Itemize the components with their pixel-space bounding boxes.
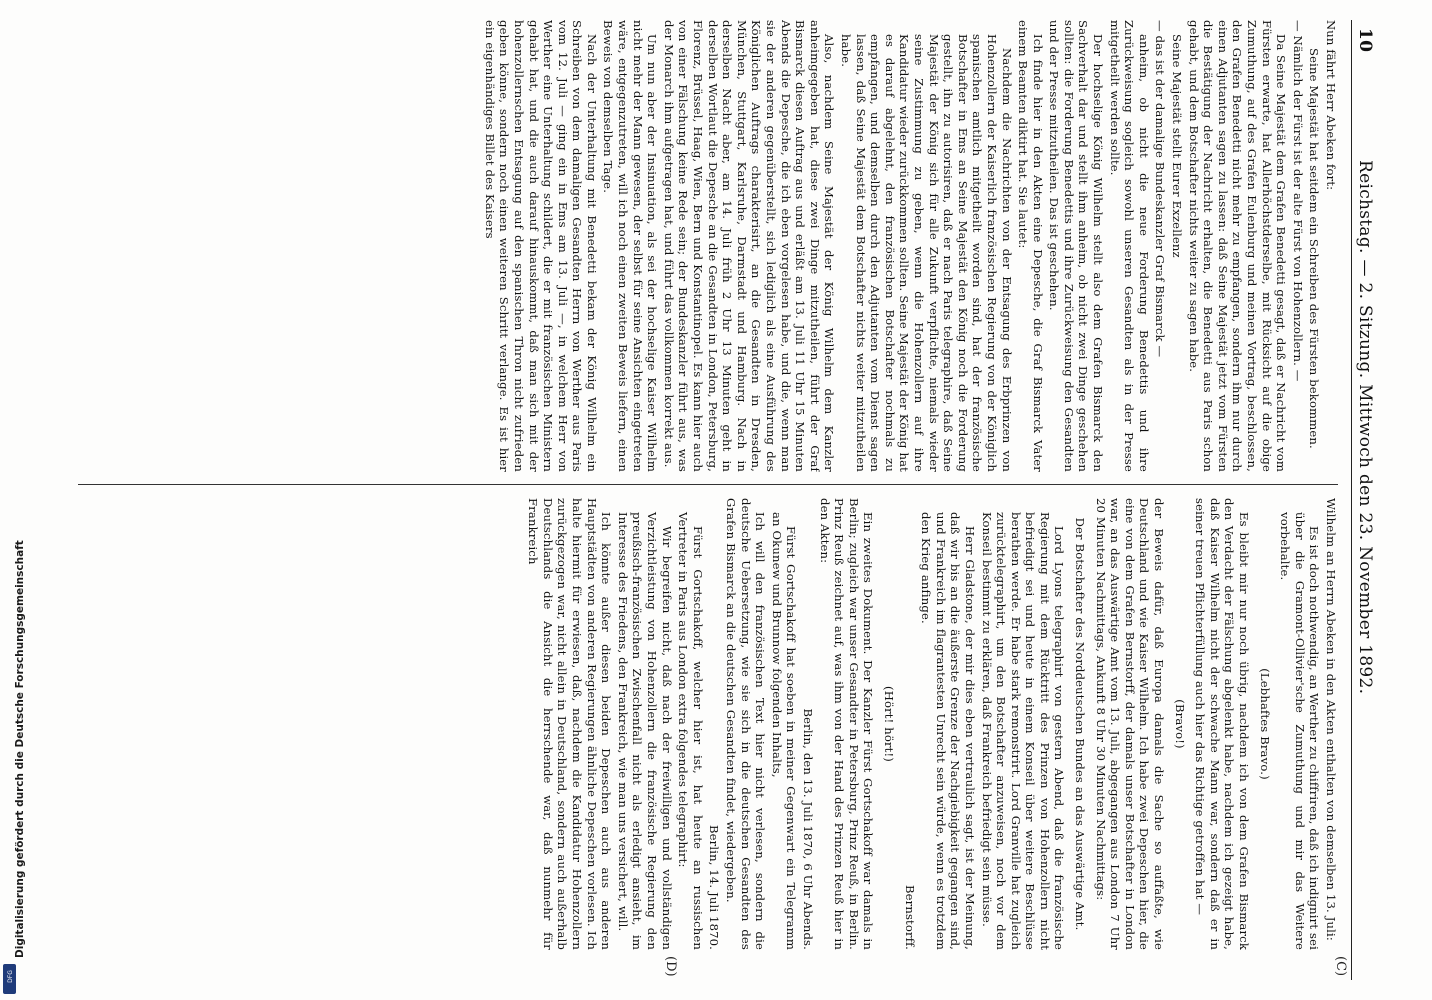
paragraph: Der Botschafter des Norddeutschen Bundes an das Auswärtige Amt. — [1073, 517, 1088, 931]
digitization-footer — [0, 0, 26, 1000]
margin-mark-c: (C) — [1333, 956, 1348, 977]
paragraph: Berlin, den 13. Juli 1870, 6 Uhr Abends. — [801, 708, 815, 950]
paragraph: Da Seine Majestät dem Grafen Benedetti gesagt, daß er Nachricht vom Fürsten erwarte, hat Allerhöchstderselbe, mit Rücksicht auf die obige Zumuthung, auf des Grafen Eulenburg und meinen Vortrag, beschlossen, den Grafen Benedetti nicht mehr zu empfangen, sondern ihm nur durch einen Adjutanten sagen zu lassen: daß Seine Majestät jetzt vom Fürsten die Bestätigung der Nachricht erhalten, die Benedetti aus Paris schon gehabt, und dem Botschafter nichts weiter zu sagen habe. — [1186, 20, 1289, 472]
running-title: Reichstag. — 2. Sitzung. Mittwoch den 23. November 1892. — [1355, 160, 1375, 695]
paragraph: Berlin, 14. Juli 1870. — [707, 824, 722, 950]
paragraph: Seine Majestät stellt Eurer Exzellenz — [1170, 34, 1185, 258]
paragraph: Ich finde hier in den Akten eine Depesche, die Graf Bismarck Vater einem Beamten diktirt hat. Sie lautet: — [1016, 20, 1045, 472]
page-number: 10 — [1355, 28, 1375, 53]
paragraph: Es bleibt mir nur noch übrig, nachdem ich von dem Grafen Bismarck den Verdacht der Fälschung abgelenkt habe, nachdem ich gezeigt habe, daß Kaiser Wilhelm nicht der schwache Mann war, sondern daß er in seiner treuen Pflichterfüllung auch hier das Richtige getroffen hat — — [1193, 498, 1252, 950]
paragraph: — das ist der damalige Bundeskanzler Graf Bismarck — — [1153, 20, 1168, 358]
paragraph: Wir begreifen nicht, daß nach der freiwilligen und vollständigen Verzichtleistung von Hohenzollern die französische Regierung den preußisch-französischen Zwischenfall nicht als erledigt ansieht, im Interesse des Friedens, den Frankreich, wie man uns versichert, will. — [615, 512, 674, 950]
paragraph: Herr Gladstone, der mir dies eben vertraulich sagt, ist der Meinung, daß wir bis an die äußerste Grenze der Nachgiebigkeit gegangen sind, und Frankreich im flagrantesten Unrecht sein würde, wenn es trotzdem den Krieg anfinge. — [919, 512, 977, 950]
paragraph: Der hochselige König Wilhelm stellt also dem Grafen Bismarck den Sachverhalt dar und stellt ihm anheim, ob nicht zwei Dinge geschehen sollten: die Forderung Benedettis und ihre Zurückweisung den Gesandten und der Presse mitzutheilen. Das ist geschehen. — [1047, 20, 1106, 472]
dfg-logo-icon: DFG — [3, 964, 16, 994]
paragraph: Also, nachdem Seine Majestät der König Wilhelm dem Kanzler anheimgegeben hat, diese zwei Dinge mitzutheilen, führt der Graf Bismarck diesen Auftrag aus und erläßt am 13. Juli 11 Uhr 15 Minuten Abends die Depesche, die ich eben vorgelesen habe, und die, wenn man sie der anderen gegenüberstellt, sich lediglich als eine Ausführung des Königlichen Auftrags charakterisirt, an die Gesandten in Dresden, München, Stuttgart, Karlsruhe, Darmstadt und Hamburg. Nach in derselben Nacht aber, am 14. Juli früh 2 Uhr 13 Minuten geht in derselben Wortlaut die Depesche an die Gesandten in London, Petersburg, Florenz, Brüssel, Haag, Wien, Bern und Konstantinopel. Es kann hier auch von einer Fälschung keine Rede sein; der Bundeskanzler führt aus, was der Monarch ihm aufgetragen hat, und führt das vollkommen korrekt aus. — [661, 20, 837, 472]
paragraph: Um nun aber der Insinuation, als sei der hochselige Kaiser Wilhelm nicht mehr der Mann gewesen, der selbst für seine Ansichten eingetreten wäre, entgegenzutreten, will ich noch einen zweiten Beweis liefern, einen Beweis von demselben Tage. — [601, 20, 660, 472]
paragraph: Nun fährt Herr Abeken fort: — [1324, 20, 1338, 191]
margin-mark-d: (D) — [663, 956, 678, 977]
paragraph: Nachdem die Nachrichten von der Entsagung des Erbprinzen von Hohenzollern der Kaiserlich französischen Regierung von der Königlich spanischen amtlich mitgetheilt worden sind, hat der französische Botschafter in Ems an Seine Majestät den König noch die Forderung gestellt, ihn zu autorisiren, daß er nach Paris telegraphire, daß Seine Majestät der König sich für alle Zukunft verpflichte, niemals wieder seine Zustimmung zu geben, wenn die Hohenzollern auf ihre Kandidatur wieder zurückkommen sollten. Seine Majestät der König hat es darauf abgelehnt, den französischen Botschafter nochmals zu empfangen, und demselben durch den Adjutanten vom Dienst sagen lassen, daß Seine Majestät dem Botschafter nichts weiter mitzutheilen habe. — [839, 34, 1014, 472]
digitization-note: Digitalisierung gefördert durch die Deutsche Forschungsgemeinschaft — [14, 540, 26, 958]
paragraph: Wilhelm an Herrn Abeken in den Akten enthalten von demselben 13. Juli: — [1324, 498, 1338, 941]
paragraph: Es ist doch nothwendig, an Werther zu chiffriren, daß ich indignirt sei über die Gramont-Ollivier'sche Zumuthung und mir das Weitere vorbehalte. — [1278, 512, 1322, 950]
paragraph: Bernstorff. — [902, 884, 917, 950]
paragraph: (Hört! hört!) — [881, 686, 896, 762]
left-column — [78, 20, 1338, 472]
paragraph: (Bravo!) — [1172, 699, 1187, 749]
paragraph: Ich könnte außer diesen beiden Depeschen auch aus anderen Hauptstädten von anderen Regierungen ähnliche Depeschen vorlesen. Ich halte hiermit für erwiesen, daß, nachdem die Kandidatur Hohenzollern zurückgezogen war, nicht allein in Deutschland, sondern auch außerhalb Deutschlands die Ansicht die herrschende war, daß nunmehr für Frankreich — [526, 498, 614, 950]
paragraph: Nach der Unterhaltung mit Benedetti bekam der König Wilhelm ein Schreiben von dem damaligen Gesandten Herrn von Werther aus Paris vom 12. Juli — ging ein in Ems am 13. Juli —, in welchem Herr von Werther eine Unterhaltung schildert, die er mit französischen Ministern gehabt hat, und die auch darauf hinauskommt, daß man sich mit der hohenzollernschen Entsagung auf den spanischen Thron nicht zufrieden geben könne, sondern noch einen weiteren Schritt verlange. Es ist hier ein eigenhändiges Billet des Kaisers — [482, 20, 599, 472]
rotated-page — [58, 20, 1378, 980]
column-rule — [78, 484, 1338, 485]
paragraph: — Nämlich der Fürst ist der alte Fürst von Hohenzollern. — — [1290, 20, 1305, 382]
paragraph: Fürst Gortschakoff hat soeben in meiner Gegenwart ein Telegramm an Okunew und Brunnow folgenden Inhalts, — [769, 512, 799, 950]
paragraph: Lord Lyons telegraphirt von gestern Abend, daß die französische Regierung mit dem Rücktritt des Prinzen von Hohenzollern nicht befriedigt sei und heute in einem Konseil über weitere Beschlüsse berathen werde. Er habe stark remonstrirt. Lord Granville hat zugleich zurücktelegraphirt, um den Botschafter anzuweisen, noch vor dem Konseil bestimmt zu erklären, daß Frankreich befriedigt sein müsse. — [979, 512, 1067, 950]
paragraph: Seine Majestät hat seitdem ein Schreiben des Fürsten bekommen. — [1307, 48, 1322, 449]
paragraph: (Lebhaftes Bravo.) — [1257, 668, 1272, 780]
page-header — [1351, 20, 1378, 980]
paragraph: der Beweis dafür, daß Europa damals die Sache so auffaßte, wie Deutschland und wie Kaiser Wilhelm. Ich habe zwei Depeschen hier, die eine von dem Grafen Bernstorff, der damals unser Botschafter in London war, an das Auswärtige Amt vom 13. Juli, abgegangen aus London 7 Uhr 20 Minuten Nachmittags, Ankunft 8 Uhr 30 Minuten Nachmittags: — [1093, 498, 1167, 950]
paragraph: Ein zweites Dokument. Der Kanzler Fürst Gortschakoff war damals in Berlin; zugleich war unser Gesandter in Petersburg, Prinz Reuß, in Berlin. Prinz Reuß zeichnet auf, was ihm von der Hand des Prinzen Reuß hier in den Akten: — [817, 498, 876, 950]
paragraph: Fürst Gortschakoff, welcher hier ist, hat heute an russischen Vertreter in Paris aus London extra folgendes telegraphirt: — [676, 512, 705, 950]
right-column — [78, 498, 1338, 950]
paragraph: Ich will den französischen Text hier nicht verlesen, sondern die deutsche Uebersetzung, wie sie sich in die deutschen Gesandten des Grafen Bismarck an die deutschen Gesandten findet, wiedergeben. — [724, 498, 768, 950]
paragraph: anheim, ob nicht die neue Forderung Benedettis und ihre Zurückweisung sogleich sowohl unseren Gesandten als in der Presse mitgetheilt werden sollte. — [1107, 20, 1151, 472]
